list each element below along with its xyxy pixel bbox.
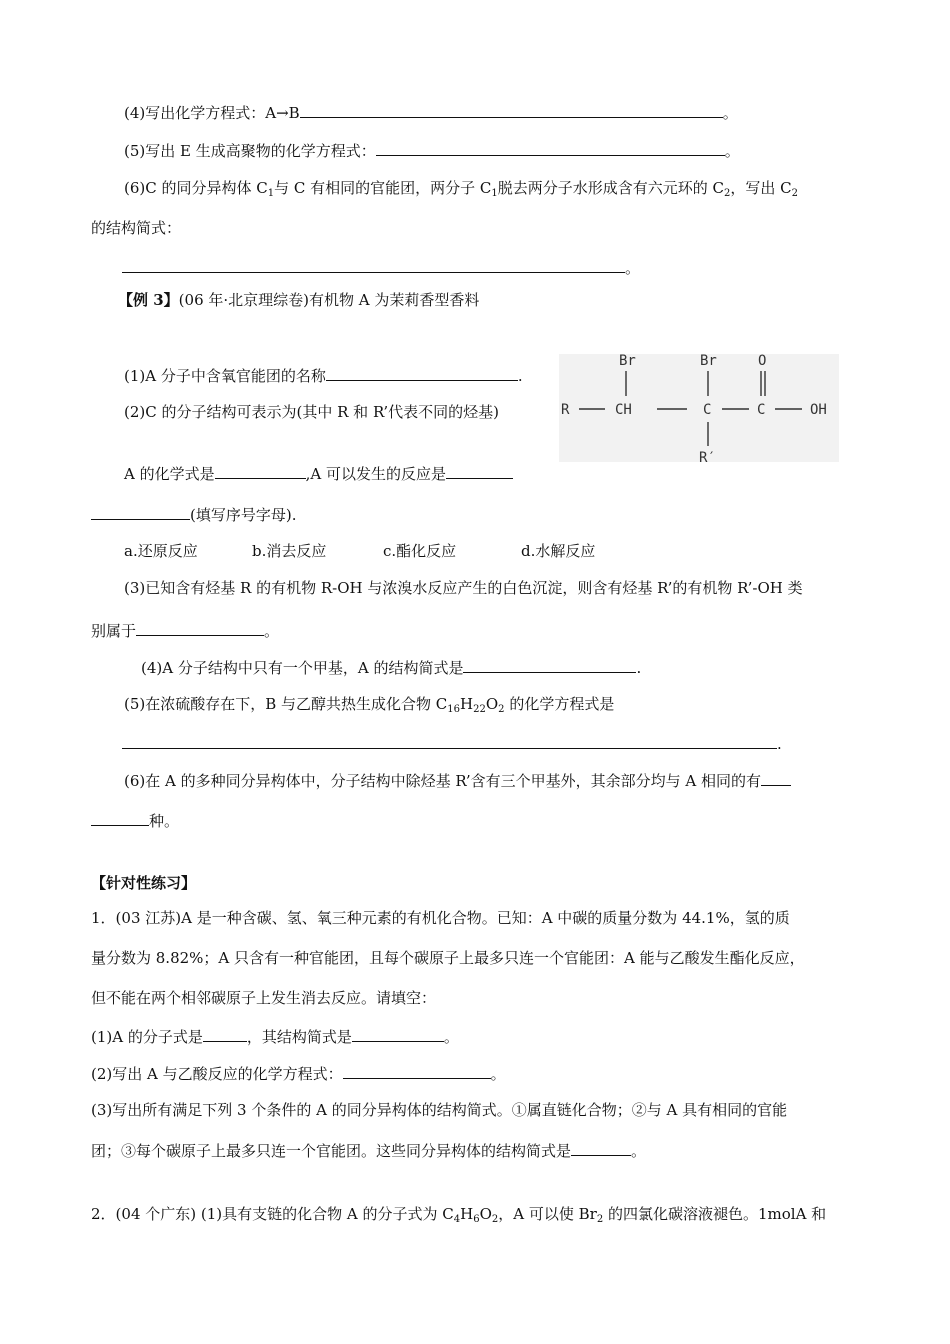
practice-1-line3: 但不能在两个相邻碳原子上发生消去反应。请填空：: [91, 989, 437, 1007]
example-3-q3-line2: 别属于 。: [91, 622, 280, 640]
example-3-label: 【例 3】: [118, 291, 179, 309]
answer-blank[interactable]: [761, 770, 791, 786]
bromine-label-1: Br: [619, 354, 636, 369]
option-b: b.消去反应: [252, 542, 327, 560]
answer-blank[interactable]: [326, 365, 518, 381]
answer-blank[interactable]: [122, 733, 777, 749]
answer-blank[interactable]: [352, 1026, 444, 1042]
practice-1-q3: (3)写出所有满足下列 3 个条件的 A 的同分异构体的结构简式。①属直链化合物；②与 A 具有相同的官能: [91, 1101, 788, 1119]
question-6-answer: 。: [122, 257, 640, 278]
answer-blank[interactable]: [571, 1140, 631, 1156]
answer-blank[interactable]: [91, 504, 190, 520]
answer-blank[interactable]: [300, 102, 723, 118]
option-c: c.酯化反应: [383, 542, 457, 560]
question-5-text: (5)写出 E 生成高聚物的化学方程式：: [124, 142, 376, 160]
hydroxyl-label: OH: [810, 402, 827, 418]
answer-blank[interactable]: [91, 810, 149, 826]
oxygen-label: O: [758, 354, 767, 369]
question-6: (6)C 的同分异构体 $C_1$与 C 有相同的官能团，两分子 $C_1$脱去两分子水形成含有六元环的 $C_2$，写出 $C_2$: [124, 179, 799, 199]
practice-2-line1: 2．(04 个广东) (1)具有支链的化合物 A 的分子式为 $C_4H_6O_2$，A 可以使 $Br_2$ 的四氯化碳溶液褪色。1molA 和: [91, 1205, 827, 1225]
practice-1-q2: (2)写出 A 与乙酸反应的化学方程式： 。: [91, 1065, 506, 1083]
answer-blank[interactable]: [122, 257, 625, 273]
practice-heading: 【针对性练习】: [91, 874, 197, 892]
question-5: (5)写出 E 生成高聚物的化学方程式： 。: [124, 142, 740, 160]
ch-label: CH: [615, 402, 632, 418]
practice-1-q3-line2: 团；③每个碳原子上最多只连一个官能团。这些同分异构体的结构简式是 。: [91, 1142, 647, 1160]
answer-blank[interactable]: [463, 657, 636, 673]
example-3-q5: (5)在浓硫酸存在下，B 与乙醇共热生成化合物 $C_{16}H_{22}O_2$ 的化学方程式是: [124, 695, 615, 715]
example-3-q2-formula: A 的化学式是 ,A 可以发生的反应是: [124, 463, 513, 484]
structural-formula: [559, 354, 839, 462]
carbon-label-1: C: [703, 402, 712, 418]
example-3-text: (06 年·北京理综卷)有机物 A 为茉莉香型香料: [178, 291, 480, 309]
answer-blank[interactable]: [215, 463, 306, 479]
r-group-label: R: [561, 402, 570, 418]
answer-blank[interactable]: [136, 620, 264, 636]
answer-blank[interactable]: [446, 463, 513, 479]
example-3-q6-line2: 种。: [91, 810, 179, 831]
example-3-q2-note: (填写序号字母).: [91, 504, 296, 525]
practice-1-q1: (1)A 的分子式是 ，其结构简式是 。: [91, 1028, 459, 1046]
question-6-line2: 的结构简式：: [91, 219, 182, 237]
carbon-label-2: C: [757, 402, 766, 418]
practice-1-line1: 1．(03 江苏)A 是一种含碳、氢、氧三种元素的有机化合物。已知：A 中碳的质量分数为 44.1%，氢的质: [91, 909, 790, 927]
example-3-q5-answer: .: [122, 733, 782, 754]
example-3-q6: (6)在 A 的多种同分异构体中，分子结构中除烃基 R’含有三个甲基外，其余部分均与 A 相同的有: [124, 770, 791, 791]
example-3-q2: (2)C 的分子结构可表示为(其中 R 和 R’代表不同的烃基): [124, 403, 500, 421]
question-4-text: (4)写出化学方程式：A→B: [124, 104, 300, 122]
answer-blank[interactable]: [203, 1026, 247, 1042]
option-a: a.还原反应: [124, 542, 198, 560]
answer-blank[interactable]: [343, 1063, 491, 1079]
answer-blank[interactable]: [376, 140, 725, 156]
example-3-heading: [118, 290, 479, 310]
example-3-q1: (1)A 分子中含氧官能团的名称 .: [124, 367, 523, 385]
r-prime-label: R′: [699, 450, 716, 462]
example-3-q4: (4)A 分子结构中只有一个甲基，A 的结构简式是 .: [141, 659, 642, 677]
option-d: d.水解反应: [521, 542, 596, 560]
practice-1-line2: 量分数为 8.82%；A 只含有一种官能团，且每个碳原子上最多只连一个官能团：A 能与乙酸发生酯化反应，: [91, 949, 805, 967]
example-3-q3: (3)已知含有烃基 R 的有机物 R-OH 与浓溴水反应产生的白色沉淀，则含有烃基 R’的有机物 R’-OH 类: [124, 579, 803, 597]
question-4: (4)写出化学方程式：A→B 。: [124, 104, 738, 122]
bromine-label-2: Br: [700, 354, 717, 369]
